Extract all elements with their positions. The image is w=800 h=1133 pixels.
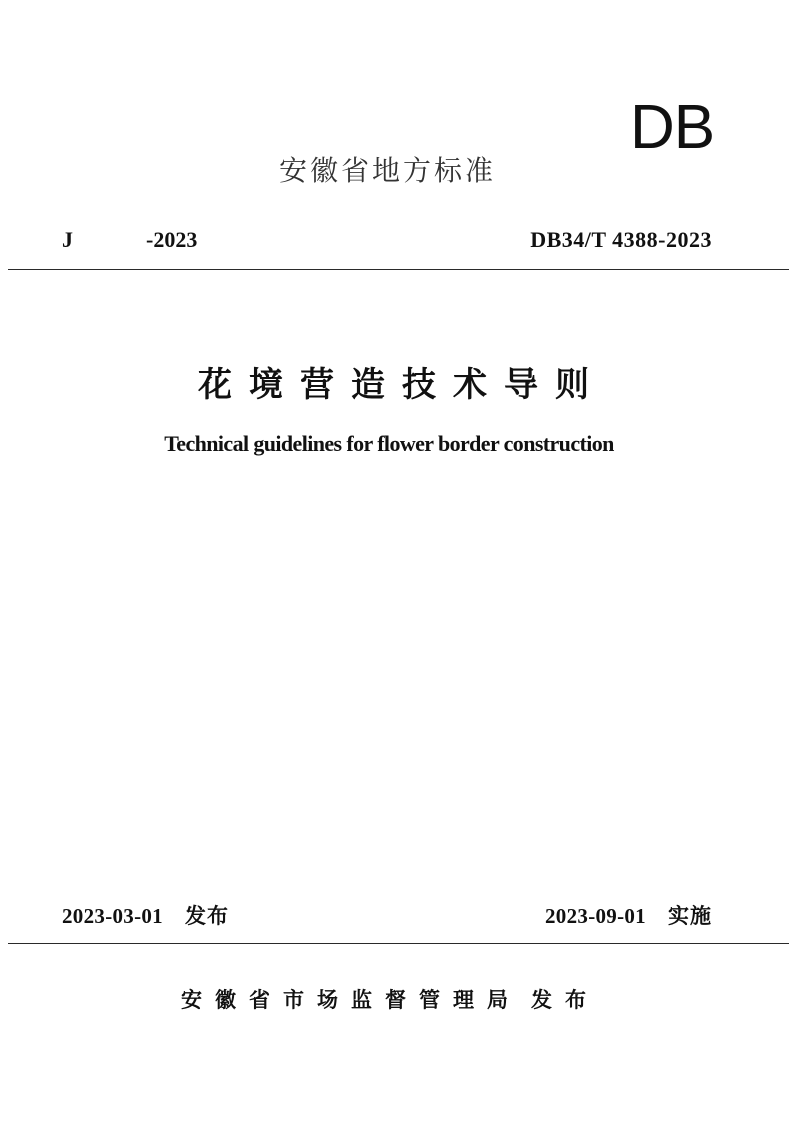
bottom-divider xyxy=(8,943,789,944)
publisher-line xyxy=(0,984,780,1016)
standard-category: 安徽省地方标准 xyxy=(278,154,496,187)
top-divider xyxy=(8,269,789,270)
standard-number: DB34/T 4388-2023 xyxy=(530,227,712,252)
issue-label: 发布 xyxy=(185,904,229,928)
publisher-name: 安徽省市场监督管理局 xyxy=(181,988,521,1012)
implement-date: 2023-09-01 xyxy=(545,904,646,928)
implement-label: 实施 xyxy=(668,904,712,928)
issue-date: 2023-03-01 xyxy=(62,904,163,928)
title-english: Technical guidelines for flower border construction xyxy=(164,431,614,456)
title-chinese: 花境营造技术导则 xyxy=(198,365,606,405)
implement-block xyxy=(545,900,712,932)
j-year: -2023 xyxy=(146,227,198,252)
j-code: J xyxy=(62,227,73,252)
db-logo: DB xyxy=(630,93,715,162)
issue-block xyxy=(62,900,229,932)
publisher-label: 发布 xyxy=(531,988,599,1012)
